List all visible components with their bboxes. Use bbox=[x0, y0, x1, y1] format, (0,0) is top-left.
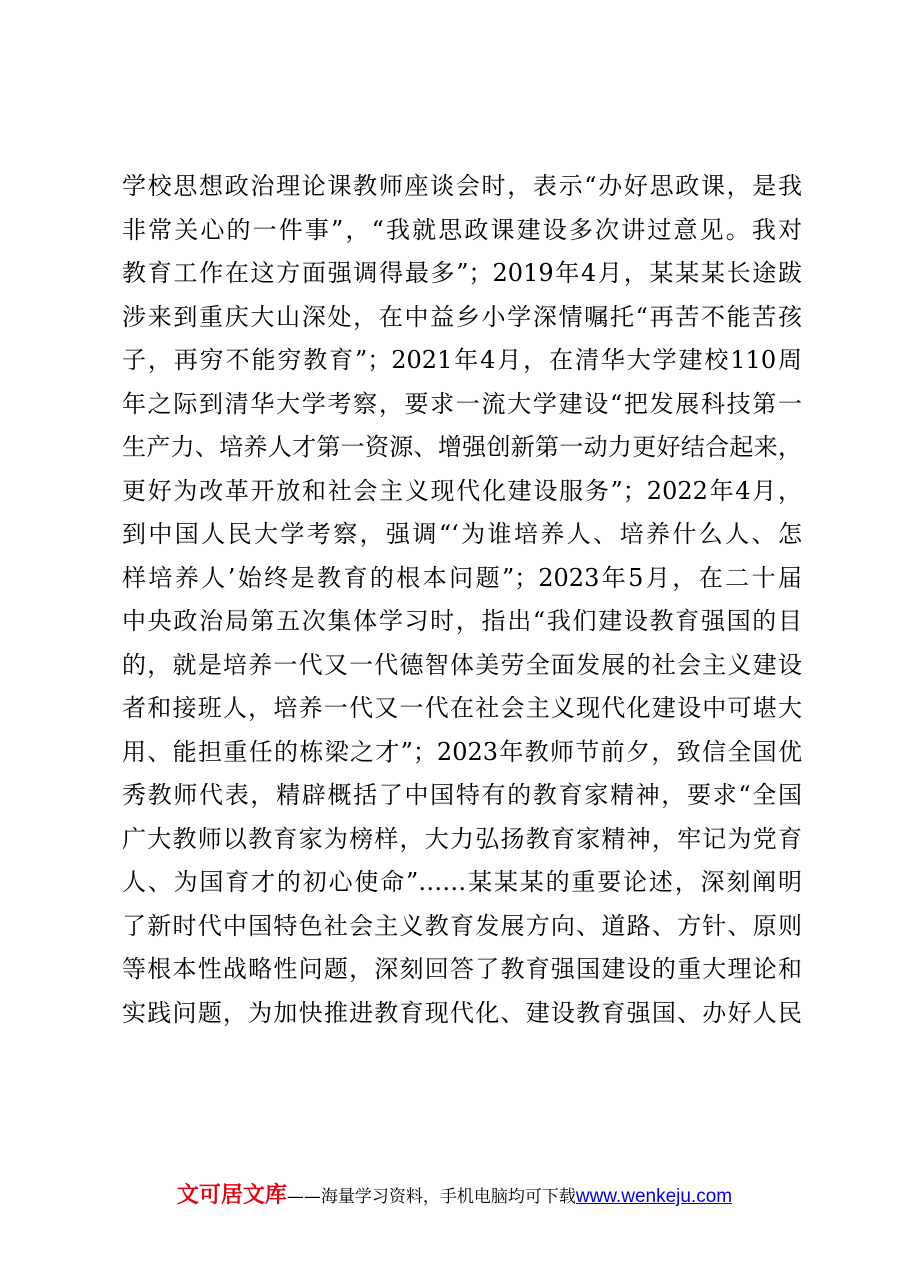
text-line: 到中国人民大学考察，强调“‘为谁培养人、培养什么人、怎 bbox=[122, 520, 802, 548]
text-line: 者和接班人，培养一代又一代在社会主义现代化建设中可堪大 bbox=[122, 694, 802, 722]
text-line: 生产力、培养人才第一资源、增强创新第一动力更好结合起来， bbox=[122, 433, 802, 461]
text-line: 非常关心的一件事”，“我就思政课建设多次讲过意见。我对 bbox=[122, 215, 802, 244]
text-line: 中央政治局第五次集体学习时，指出“我们建设教育强国的目 bbox=[122, 607, 802, 635]
text-line: 年之际到清华大学考察，要求一流大学建设“把发展科技第一 bbox=[122, 389, 802, 418]
footer-brand: 文可居文库 bbox=[176, 1183, 287, 1208]
text-line: 等根本性战略性问题，深刻回答了教育强国建设的重大理论和 bbox=[122, 955, 802, 983]
body-text bbox=[122, 165, 802, 1035]
text-line: 实践问题，为加快推进教育现代化、建设教育强国、办好人民 bbox=[122, 998, 802, 1027]
text-line: 用、能担重任的栋梁之才”；2023年教师节前夕，致信全国优 bbox=[122, 737, 802, 766]
text-line: 广大教师以教育家为榜样，大力弘扬教育家精神，牢记为党育 bbox=[122, 824, 802, 853]
text-line: 涉来到重庆大山深处，在中益乡小学深情嘱托“再苦不能苦孩 bbox=[122, 302, 802, 331]
text-line: 子，再穷不能穷教育”；2021年4月，在清华大学建校110周 bbox=[122, 346, 802, 374]
footer-site-link[interactable]: www.wenkeju.com bbox=[575, 1186, 733, 1207]
text-line: 更好为改革开放和社会主义现代化建设服务”；2022年4月， bbox=[122, 476, 802, 505]
text-line: 教育工作在这方面强调得最多”；2019年4月，某某某长途跋 bbox=[122, 259, 802, 287]
footer-tagline: ——海量学习资料，手机电脑均可下载 bbox=[286, 1187, 576, 1207]
text-line: 人、为国育才的初心使命”……某某某的重要论述，深刻阐明 bbox=[122, 868, 802, 896]
text-line: 秀教师代表，精辟概括了中国特有的教育家精神，要求“全国 bbox=[122, 781, 802, 809]
text-line: 的，就是培养一代又一代德智体美劳全面发展的社会主义建设 bbox=[122, 650, 802, 679]
text-line: 样培养人’始终是教育的根本问题”；2023年5月，在二十届 bbox=[122, 563, 802, 592]
footer bbox=[0, 1178, 909, 1209]
text-line: 了新时代中国特色社会主义教育发展方向、道路、方针、原则 bbox=[122, 911, 802, 940]
text-line: 学校思想政治理论课教师座谈会时，表示“办好思政课，是我 bbox=[122, 172, 802, 200]
